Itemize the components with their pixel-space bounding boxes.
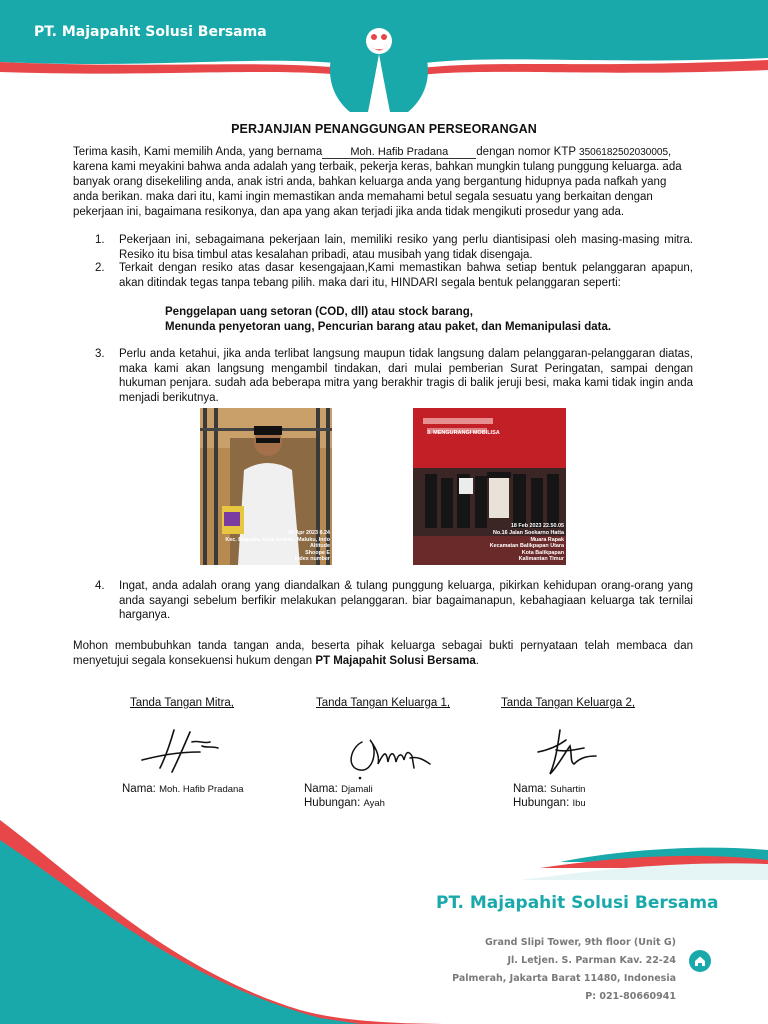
signature-family-1-name (304, 783, 373, 795)
header-company-name: PT. Majapahit Solusi Bersama (34, 24, 267, 40)
signature-family-2-name (513, 783, 585, 795)
stamp-line: Kec. Baguala, Kota Ambon, Maluku, Indo (225, 536, 330, 543)
list-item-number: 3. (95, 348, 105, 360)
signature-label-family-1: Tanda Tangan Keluarga 1, (316, 697, 451, 709)
closing-text: Mohon membubuhkan tanda tangan anda, beserta pihak keluarga sebagai bukti pernyataan telah membaca dan menyetujui segala konsekuensi hukum dengan (73, 640, 693, 667)
stamp-line: Kalimantan Timur (518, 556, 564, 563)
stamp-line: 18 Feb 2023 22.50.05 (510, 523, 564, 530)
footer-address-line: Grand Slipi Tower, 9th floor (Unit G) (484, 937, 676, 948)
closing-end: . (475, 655, 479, 667)
name-value: Djamali (341, 784, 373, 795)
intro-text-b: dengan nomor KTP (476, 146, 576, 158)
arrest-photo-1 (200, 408, 332, 565)
signature-label-family-2: Tanda Tangan Keluarga 2, (501, 697, 636, 709)
name-value: Suhartin (550, 784, 586, 795)
footer-company-name: PT. Majapahit Solusi Bersama (436, 893, 719, 913)
list-item-text: Pekerjaan ini, sebagaimana pekerjaan lain, memiliki resiko yang perlu diantisipasi oleh masing-masing mitra. Resiko itu bisa timbul atas kesalahan pribadi, atau musibah yang tidak disengaja. (119, 234, 693, 261)
intro-paragraph (73, 145, 693, 220)
relation-value: Ibu (572, 798, 586, 809)
violations-list (165, 305, 705, 335)
name-label: Nama: (513, 783, 547, 795)
name-value: Moh. Hafib Pradana (159, 784, 244, 795)
closing-company: PT Majapahit Solusi Bersama (315, 655, 476, 667)
list-item-number: 2. (95, 262, 105, 274)
mitra-name-field: Moh. Hafib Pradana (322, 146, 476, 159)
intro-text-c: , karena kami meyakini bahwa anda adalah yang terbaik, pekerja keras, bahkan mungkin tulang punggung keluarga. ada banyak orang disekeliling anda, anak istri anda, bahkan keluarga anda yang bergantung hidupnya pada nafkah yang anda berikan. maka dari itu, kami ingin memastikan anda memahami betul segala sesuatu yang berkaitan dengan pekerjaan ini, bagaimana resikonya, dan apa yang akan terjadi jika anda tidak mengikuti prosedur yang ada. (73, 146, 682, 218)
signature-mitra (128, 722, 226, 780)
stamp-line: Altitude (309, 543, 330, 550)
signature-family-1 (340, 722, 436, 784)
signature-family-1-relation (304, 797, 385, 809)
relation-label: Hubungan: (513, 797, 570, 809)
photo-banner-text: 3. MENGURANGI MOBILISA (427, 430, 500, 436)
footer-phone: P: 021-80660941 (585, 991, 676, 1002)
ktp-number-field: 3506182502030005 (579, 147, 668, 158)
signature-label-mitra: Tanda Tangan Mitra, (130, 697, 234, 709)
list-item-text: Terkait dengan resiko atas dasar kesengajaan,Kami memastikan bahwa setiap bentuk pelanggaran apapun, akan ditindak tegas tanpa tebang pilih. maka dari itu, HINDARI segala bentuk pelanggaran seperti: (119, 262, 693, 289)
relation-value: Ayah (363, 798, 385, 809)
list-item-number: 4. (95, 580, 105, 592)
violation-line: Penggelapan uang setoran (COD, dll) atau stock barang, (165, 306, 473, 318)
stamp-line: Kecamatan Balikpapan Utara (489, 543, 564, 550)
stamp-line: Index number (294, 556, 330, 563)
arrest-photo-2 (413, 408, 566, 565)
photo-timestamp (225, 530, 330, 563)
document-title: PERJANJIAN PENANGGUNGAN PERSEORANGAN (231, 122, 537, 136)
company-logo (324, 18, 434, 116)
list-item-text: Perlu anda ketahui, jika anda terlibat langsung maupun tidak langsung dalam pelanggaran-pelanggaran diatas, maka kami akan langsung mengambil tindakan, dari mulai pemberian Surat Peringatan, sampai dengan hukuman penjara. sudah ada beberapa mitra yang berakhir tragis di balik jeruji besi, maka kami tidak ingin anda menjadi berikutnya. (119, 348, 693, 404)
name-label: Nama: (304, 783, 338, 795)
stamp-line: Muara Rapak (530, 536, 564, 543)
footer-address-line: Palmerah, Jakarta Barat 11480, Indonesia (452, 973, 676, 984)
intro-text-a: Terima kasih, Kami memilih Anda, yang bernama (73, 146, 323, 158)
name-label: Nama: (122, 783, 156, 795)
violation-line: Menunda penyetoran uang, Pencurian barang atau paket, dan Memanipulasi data. (165, 321, 612, 333)
stamp-line: No.16 Jalan Soekarno Hatta (492, 530, 564, 537)
signature-mitra-name (122, 783, 244, 795)
signature-family-2 (530, 722, 604, 784)
stamp-line: Kota Balikpapan (521, 549, 564, 556)
photo-timestamp (490, 523, 564, 563)
list-item-number: 1. (95, 234, 105, 246)
stamp-line: Shoope E (305, 549, 330, 556)
stamp-line: 10 Apr 2023 8.24 (287, 530, 330, 537)
list-item-text: Ingat, anda adalah orang yang diandalkan & tulang punggung keluarga, pikirkan kehidupan orang-orang yang anda sayangi sebelum berfikir melakukan pelanggaran. biar bagaimanapun, kebahagiaan keluarga tak ternilai harganya. (119, 580, 693, 621)
footer-address-line: Jl. Letjen. S. Parman Kav. 22-24 (507, 955, 676, 966)
relation-label: Hubungan: (304, 797, 361, 809)
home-icon (689, 950, 711, 972)
signature-family-2-relation (513, 797, 586, 809)
closing-paragraph (73, 639, 693, 669)
